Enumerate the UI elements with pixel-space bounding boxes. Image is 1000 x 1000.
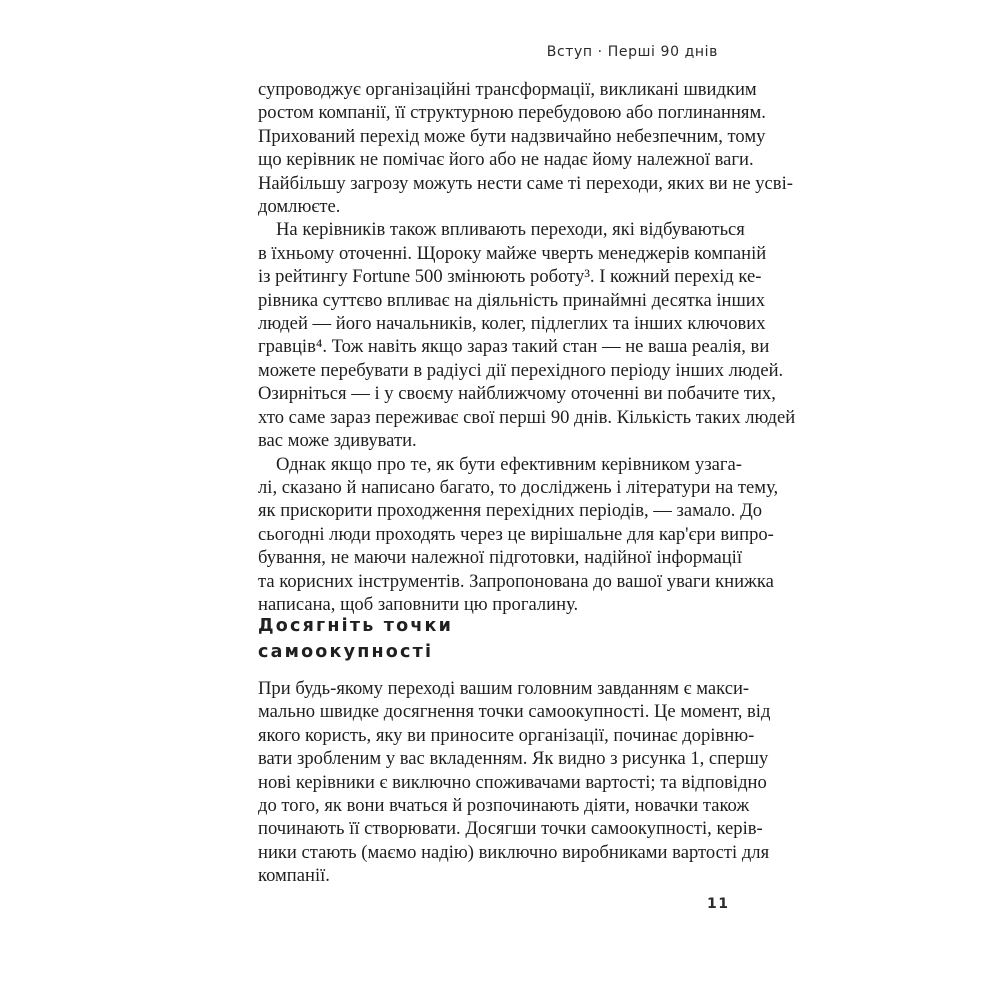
text-line: Найбільшу загрозу можуть нести саме ті переходи, яких ви не усві-	[258, 172, 793, 194]
section-heading-line-2: самоокупності	[258, 642, 434, 662]
text-line: Однак якщо про те, як бути ефективним керівником узага-	[276, 453, 742, 475]
text-line: компанії.	[258, 865, 330, 887]
text-line: лі, сказано й написано багато, то досліджень і літератури на тему,	[258, 476, 779, 498]
text-line: якого користь, яку ви приносите організації, починає дорівню-	[258, 724, 755, 746]
text-line: Прихований перехід може бути надзвичайно небезпечним, тому	[258, 125, 766, 147]
text-line: нові керівники є виключно споживачами вартості; та відповідно	[258, 771, 767, 793]
text-line: як прискорити проходження перехідних періодів, — замало. До	[258, 500, 763, 522]
text-line: ники стають (маємо надію) виключно виробниками вартості для	[258, 841, 770, 863]
text-line: людей — його начальників, колег, підлеглих та інших ключових	[258, 313, 766, 335]
section-heading-line-1: Досягніть точки	[258, 616, 454, 636]
text-line: та корисних інструментів. Запропонована до вашої уваги книжка	[258, 570, 774, 592]
text-line: починають її створювати. Досягши точки самоокупності, керів-	[258, 818, 763, 840]
text-line: мально швидке досягнення точки самоокупності. Це момент, від	[258, 701, 771, 723]
text-line: вати зробленим у вас вкладенням. Як видно з рисунка 1, спершу	[258, 748, 769, 770]
text-line: до того, як вони вчаться й розпочинають діяти, новачки також	[258, 795, 750, 817]
text-line: гравців⁴. Тож навіть якщо зараз такий стан — не ваша реалія, ви	[258, 336, 770, 358]
text-line: бування, не маючи належної підготовки, надійної інформації	[258, 547, 742, 569]
text-line: При будь-якому переході вашим головним завданням є макси-	[258, 678, 750, 699]
text-line: сьогодні люди проходять через це вирішальне для кар'єри випро-	[258, 523, 774, 545]
text-line: можете перебувати в радіусі дії перехідного періоду інших людей.	[258, 359, 784, 381]
running-header: Вступ · Перші 90 днів	[546, 44, 718, 60]
page-number: 11	[707, 896, 730, 912]
text-line: із рейтингу Fortune 500 змінюють роботу³. І кожний перехід ке-	[258, 266, 762, 288]
text-line: написана, щоб заповнити цю прогалину.	[258, 593, 579, 615]
body-text-section-1	[258, 78, 796, 616]
text-line: що керівник не помічає його або не надає йому належної ваги.	[258, 149, 754, 171]
text-line: в їхньому оточенні. Щороку майже чверть менеджерів компаній	[258, 242, 767, 264]
body-text-section-2	[258, 677, 771, 888]
text-line: ростом компанії, її структурною перебудовою або поглинанням.	[258, 102, 766, 124]
text-line: Озирніться — і у своєму найближчому оточенні ви побачите тих,	[258, 383, 776, 405]
text-line: На керівників також впливають переходи, які відбуваються	[276, 219, 745, 241]
text-line: вас може здивувати.	[258, 430, 417, 452]
section-heading	[258, 613, 453, 665]
text-line: рівника суттєво впливає на діяльність принаймні десятка інших	[258, 289, 766, 311]
text-line: домлюєте.	[258, 196, 341, 218]
text-line: хто саме зараз переживає свої перші 90 днів. Кількість таких людей	[258, 406, 796, 428]
text-line: супроводжує організаційні трансформації, викликані швидким	[258, 79, 757, 100]
